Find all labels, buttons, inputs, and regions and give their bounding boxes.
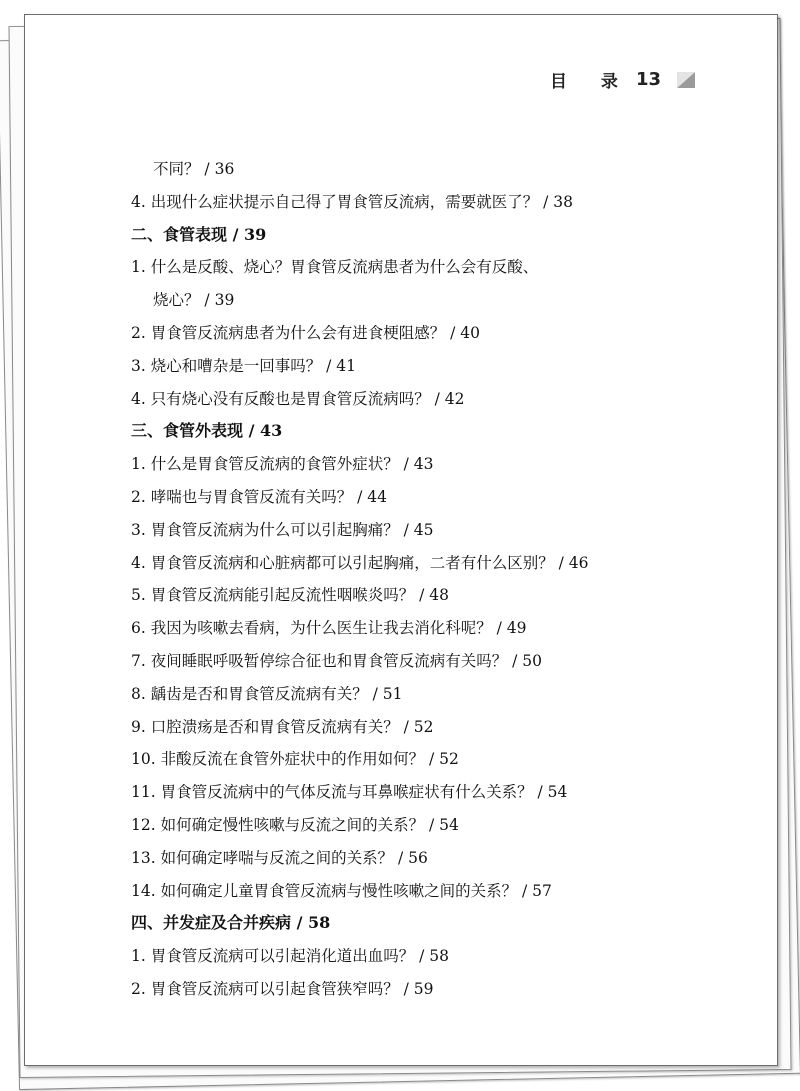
toc-page bbox=[24, 14, 778, 1066]
toc-entry-item-39a: 1. 什么是反酸、烧心？胃食管反流病患者为什么会有反酸、 bbox=[131, 258, 539, 277]
toc-entry-item-59: 2. 胃食管反流病可以引起食管狭窄吗？ / 59 bbox=[131, 979, 434, 998]
toc-entry-cont-36: 不同？ / 36 bbox=[153, 160, 235, 178]
toc-entry-item-48: 5. 胃食管反流病能引起反流性咽喉炎吗？ / 48 bbox=[131, 586, 450, 605]
toc-entry-item-44: 2. 哮喘也与胃食管反流有关吗？ / 44 bbox=[131, 487, 388, 506]
toc-entry-item-52a: 9. 口腔溃疡是否和胃食管反流病有关？ / 52 bbox=[131, 717, 434, 736]
toc-entry-item-54b: 12. 如何确定慢性咳嗽与反流之间的关系？ / 54 bbox=[131, 815, 459, 834]
toc-entry-item-43: 1. 什么是胃食管反流病的食管外症状？ / 43 bbox=[131, 455, 434, 474]
toc-entry-item-42: 4. 只有烧心没有反酸也是胃食管反流病吗？ / 42 bbox=[131, 389, 465, 408]
toc-section-section-4: 四、并发症及合并疾病 / 58 bbox=[131, 913, 331, 933]
toc-entry-item-49: 6. 我因为咳嗽去看病，为什么医生让我去消化科呢？ / 49 bbox=[131, 619, 527, 638]
toc-entry-item-40: 2. 胃食管反流病患者为什么会有进食梗阻感？ / 40 bbox=[131, 323, 481, 342]
toc-entry-item-58: 1. 胃食管反流病可以引起消化道出血吗？ / 58 bbox=[131, 947, 450, 966]
corner-mark-icon bbox=[677, 72, 695, 88]
toc-entry-item-52b: 10. 非酸反流在食管外症状中的作用如何？ / 52 bbox=[131, 750, 459, 769]
toc-entry-item-57: 14. 如何确定儿童胃食管反流病与慢性咳嗽之间的关系？ / 57 bbox=[131, 881, 552, 900]
toc-entry-cont-39: 烧心？ / 39 bbox=[153, 291, 235, 310]
toc-entry-item-51: 8. 龋齿是否和胃食管反流病有关？ / 51 bbox=[131, 684, 403, 703]
toc-list bbox=[131, 153, 751, 1006]
toc-section-section-3: 三、食管外表现 / 43 bbox=[131, 421, 283, 441]
toc-entry-item-38: 4. 出现什么症状提示自己得了胃食管反流病，需要就医了？ / 38 bbox=[131, 192, 574, 211]
toc-entry-item-56: 13. 如何确定哮喘与反流之间的关系？ / 56 bbox=[131, 848, 428, 867]
toc-entry-item-50: 7. 夜间睡眠呼吸暂停综合征也和胃食管反流病有关吗？ / 50 bbox=[131, 651, 543, 670]
toc-entry-item-45: 3. 胃食管反流病为什么可以引起胸痛？ / 45 bbox=[131, 520, 434, 539]
toc-entry-item-54a: 11. 胃食管反流病中的气体反流与耳鼻喉症状有什么关系？ / 54 bbox=[131, 783, 568, 802]
toc-section-section-2: 二、食管表现 / 39 bbox=[131, 224, 267, 244]
page-header bbox=[550, 67, 695, 92]
page-number: 13 bbox=[635, 69, 661, 90]
toc-entry-item-41: 3. 烧心和嘈杂是一回事吗？ / 41 bbox=[131, 356, 357, 375]
toc-entry-item-46: 4. 胃食管反流病和心脏病都可以引起胸痛，二者有什么区别？ / 46 bbox=[131, 553, 589, 572]
header-label: 目 录 bbox=[550, 72, 632, 92]
